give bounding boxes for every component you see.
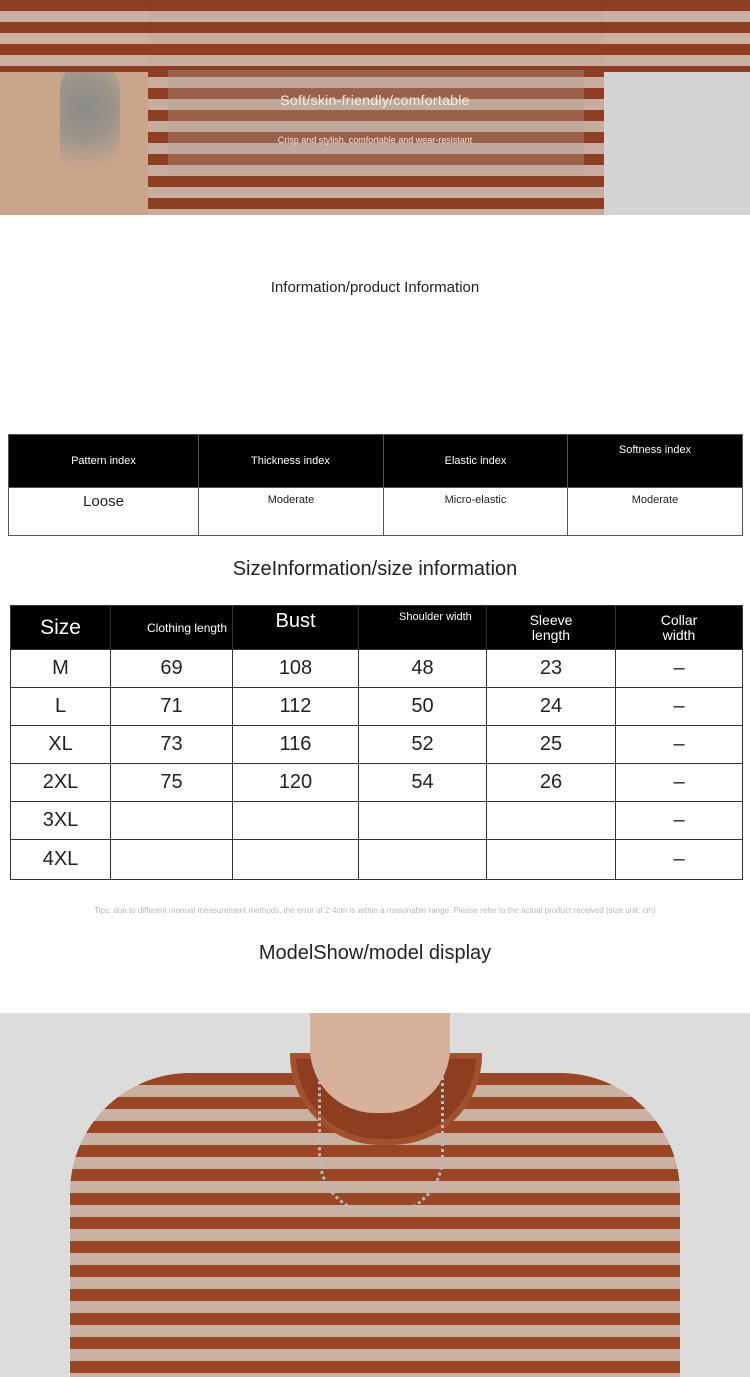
silver-chain-necklace xyxy=(318,1063,444,1216)
size-label: L xyxy=(11,688,111,726)
size-label: XL xyxy=(11,726,111,764)
size-row-l xyxy=(11,688,743,726)
arm-tattoo xyxy=(60,60,120,180)
header-size: Size xyxy=(11,606,111,650)
hero-subtitle: Crisp and stylish, comfortable and wear-resistant xyxy=(277,135,473,145)
collar-width-value: – xyxy=(616,650,743,688)
sleeve-length-value xyxy=(487,802,616,840)
header-pattern-index: Pattern index xyxy=(9,435,199,488)
clothing-length-value: 71 xyxy=(111,688,233,726)
shoulder-width-value: 54 xyxy=(359,764,487,802)
value-elastic: Micro-elastic xyxy=(384,488,568,536)
clothing-length-value: 73 xyxy=(111,726,233,764)
value-pattern: Loose xyxy=(9,488,199,536)
bust-value xyxy=(233,802,359,840)
header-collar-width: Collar width xyxy=(616,606,743,650)
collar-width-value: – xyxy=(616,764,743,802)
clothing-length-value xyxy=(111,802,233,840)
bust-value: 116 xyxy=(233,726,359,764)
model-photo xyxy=(0,1013,750,1377)
header-bust: Bust xyxy=(233,606,359,650)
product-info-heading: Information/product Information xyxy=(270,279,480,296)
collar-width-value: – xyxy=(616,802,743,840)
collar-width-value: – xyxy=(616,840,743,880)
bust-value: 120 xyxy=(233,764,359,802)
size-label: 2XL xyxy=(11,764,111,802)
sleeve-length-value xyxy=(487,840,616,880)
clothing-length-value: 75 xyxy=(111,764,233,802)
hero-title: Soft/skin-friendly/comfortable xyxy=(280,92,470,108)
shoulder-width-value: 48 xyxy=(359,650,487,688)
collar-width-value: – xyxy=(616,726,743,764)
measurement-tips: Tips: due to different manual measurement methods, the error of 2-4cm is within a reasonable range. Please refer to the actual product received (size unit: cm) xyxy=(94,906,656,915)
size-label: 4XL xyxy=(11,840,111,880)
shoulder-width-value: 50 xyxy=(359,688,487,726)
left-sleeve xyxy=(0,0,150,72)
product-info-value-row xyxy=(9,488,743,536)
size-row-m xyxy=(11,650,743,688)
size-label: M xyxy=(11,650,111,688)
bust-value xyxy=(233,840,359,880)
size-row-4xl xyxy=(11,840,743,880)
value-softness: Moderate xyxy=(568,488,743,536)
collar-width-value: – xyxy=(616,688,743,726)
product-info-table xyxy=(8,434,743,536)
sleeve-length-value: 25 xyxy=(487,726,616,764)
header-sleeve-length: Sleeve length xyxy=(487,606,616,650)
bust-value: 112 xyxy=(233,688,359,726)
bust-value: 108 xyxy=(233,650,359,688)
right-sleeve xyxy=(600,0,750,72)
sleeve-length-value: 26 xyxy=(487,764,616,802)
header-elastic-index: Elastic index xyxy=(384,435,568,488)
size-header-row xyxy=(11,606,743,650)
size-row-3xl xyxy=(11,802,743,840)
shoulder-width-value: 52 xyxy=(359,726,487,764)
clothing-length-value xyxy=(111,840,233,880)
model-show-heading: ModelShow/model display xyxy=(258,942,492,964)
size-info-heading: SizeInformation/size information xyxy=(232,558,518,580)
value-thickness: Moderate xyxy=(199,488,384,536)
size-row-2xl xyxy=(11,764,743,802)
shoulder-width-value xyxy=(359,840,487,880)
clothing-length-value: 69 xyxy=(111,650,233,688)
header-shoulder-width: Shoulder width xyxy=(359,606,487,650)
product-info-header-row xyxy=(9,435,743,488)
text-overlay xyxy=(168,70,584,175)
shoulder-width-value xyxy=(359,802,487,840)
size-label: 3XL xyxy=(11,802,111,840)
header-softness-index: Softness index xyxy=(568,435,743,488)
sleeve-length-value: 23 xyxy=(487,650,616,688)
sleeve-length-value: 24 xyxy=(487,688,616,726)
header-clothing-length: Clothing length xyxy=(111,606,233,650)
header-thickness-index: Thickness index xyxy=(199,435,384,488)
size-row-xl xyxy=(11,726,743,764)
size-table xyxy=(10,605,743,880)
